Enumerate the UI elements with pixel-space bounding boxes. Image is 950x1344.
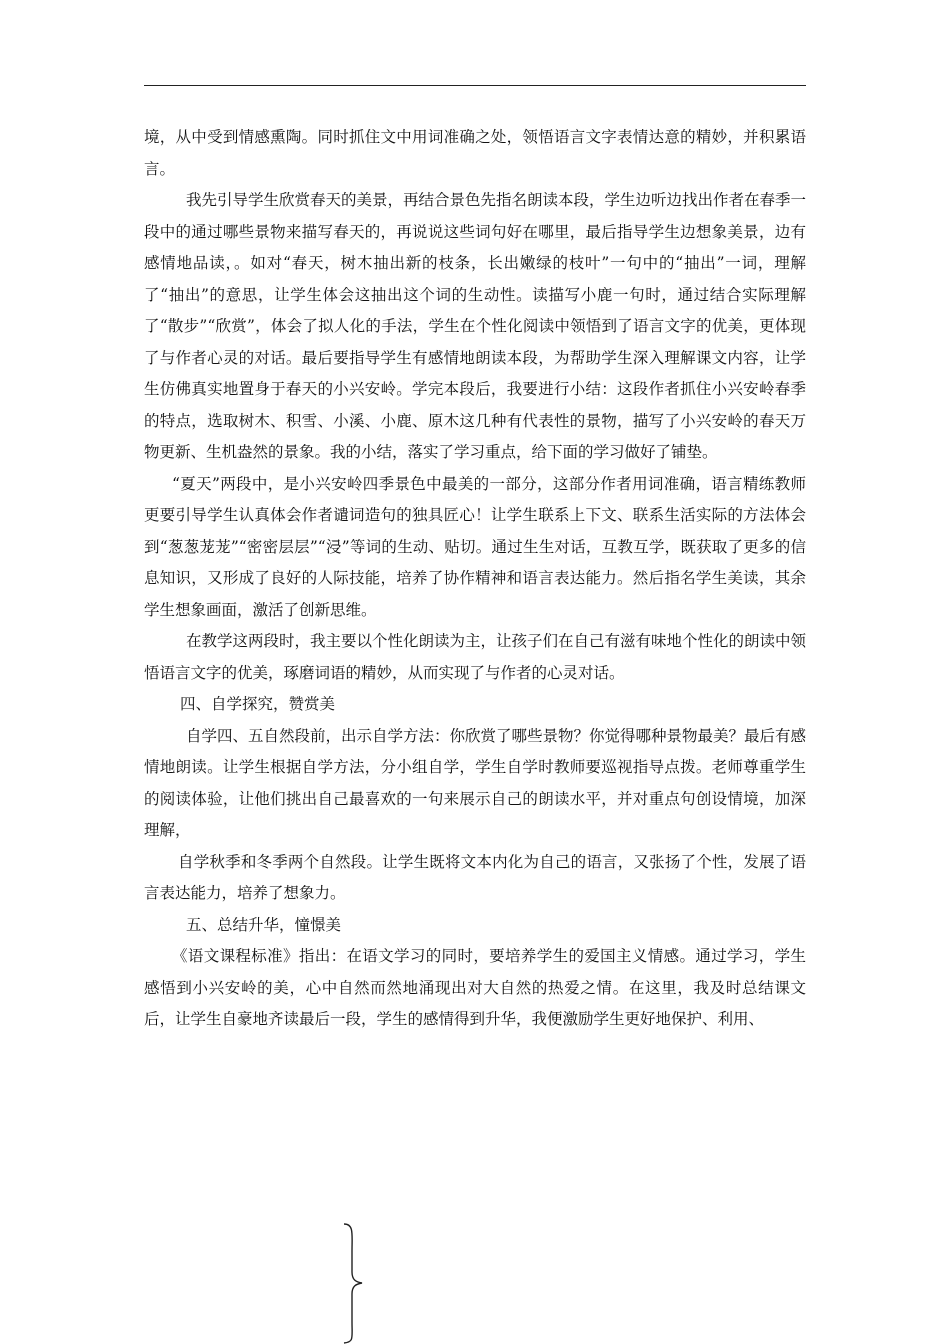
header-rule bbox=[144, 85, 806, 86]
paragraph-autumn-winter: 自学秋季和冬季两个自然段。让学生既将文本内化为自己的语言，又张扬了个性，发展了语言表达能力，培养了想象力。 bbox=[144, 852, 806, 902]
paragraph-summer: “夏天”两段中，是小兴安岭四季景色中最美的一部分，这部分作者用词准确，语言精练教师更要引导学生认真体会作者谴词造句的独具匠心！让学生联系上下文、联系生活实际的方法体会到“葱葱茏茏”“密密层层”“浸”等词的生动、贴切。通过生生对话，互教互学，既获取了更多的信息知识，又形成了良好的人际技能，培养了协作精神和语言表达能力。然后指名学生美读，其余学生想象画面，激活了创新思维。 bbox=[144, 474, 806, 619]
paragraph-self-study: 自学四、五自然段前，出示自学方法：你欣赏了哪些景物？你觉得哪种景物最美？最后有感情地朗读。让学生根据自学方法，分小组自学，学生自学时教师要巡视指导点拨。老师尊重学生的阅读体验，让他们挑出自己最喜欢的一句来展示自己的朗读水平，并对重点句创设情境，加深理解， bbox=[144, 726, 807, 839]
paragraph-reading-method: 在教学这两段时，我主要以个性化朗读为主，让孩子们在自己有滋有味地个性化的朗读中领悟语言文字的优美，琢磨词语的精妙，从而实现了与作者的心灵对话。 bbox=[144, 632, 807, 682]
paragraph-spring: 我先引导学生欣赏春天的美景，再结合景色先指名朗读本段，学生边听边找出作者在春季一段中的通过哪些景物来描写春天的，再说说这些词句好在哪里，最后指导学生边想象美景，边有感情地品读，。如对“春天，树木抽出新的枝条，长出嫩绿的枝叶”一句中的“抽出”一词，理解了“抽出”的意思，让学生体会这抽出这个词的生动性。读描写小鹿一句时，通过结合实际理解了“散步”“欣赏”，体会了拟人化的手法，学生在个性化阅读中领悟到了语言文字的优美，更体现了与作者心灵的对话。最后要指导学生有感情地朗读本段，为帮助学生深入理解课文内容，让学生仿佛真实地置身于春天的小兴安岭。学完本段后，我要进行小结：这段作者抓住小兴安岭春季的特点，选取树木、积雪、小溪、小鹿、原木这几种有代表性的景物，描写了小兴安岭的春天万物更新、生机盎然的景象。我的小结，落实了学习重点，给下面的学习做好了铺垫。 bbox=[144, 191, 807, 461]
section-heading-four: 四、自学探究，赞赏美 bbox=[180, 695, 336, 713]
paragraph-continuation: 境，从中受到情感熏陶。同时抓住文中用词准确之处，领悟语言文字表情达意的精妙，并积累语言。 bbox=[144, 128, 806, 178]
document-body bbox=[144, 122, 806, 1036]
right-brace-icon bbox=[332, 1222, 372, 1344]
paragraph-summary: 《语文课程标准》指出：在语文学习的同时，要培养学生的爱国主义情感。通过学习，学生感悟到小兴安岭的美，心中自然而然地涌现出对大自然的热爱之情。在这里，我及时总结课文后，让学生自豪地齐读最后一段，学生的感情得到升华，我便激励学生更好地保护、利用、 bbox=[144, 947, 806, 1028]
section-heading-five: 五、总结升华，憧憬美 bbox=[186, 915, 342, 934]
